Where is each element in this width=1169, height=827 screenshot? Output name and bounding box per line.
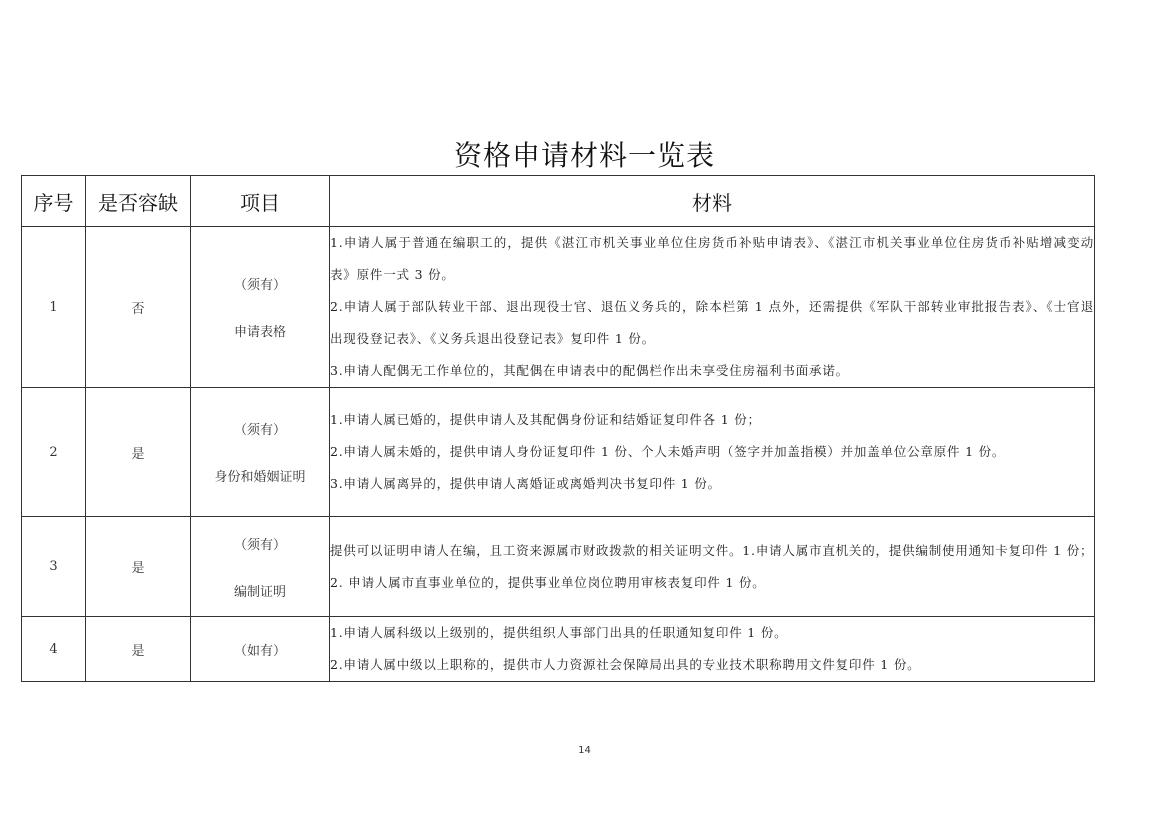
requirement-tag: （须有）: [233, 537, 286, 553]
table-row: [22, 617, 1095, 682]
item-name: 编制证明: [233, 584, 286, 600]
material-line: 3.申请人配偶无工作单位的，其配偶在申请表中的配偶栏作出未享受住房福利书面承诺。: [330, 363, 849, 378]
material-line: 1.申请人属已婚的，提供申请人及其配偶身份证和结婚证复印件各 1 份；: [330, 412, 761, 427]
row-no: 2: [22, 388, 86, 517]
row-no: 1: [22, 227, 86, 388]
row-item-cell: [191, 617, 330, 682]
material-line: 2.申请人属未婚的，提供申请人身份证复印件 1 份、个人未婚声明（签字并加盖指模）并加盖单位公章原件 1 份。: [330, 444, 1006, 459]
material-line: 1.申请人属于普通在编职工的，提供《湛江市机关事业单位住房货币补贴申请表》、《湛江市机关事业单位住房货币补贴增减变动表》原件一式 3 份。: [330, 235, 1094, 282]
row-item-cell: [191, 517, 330, 617]
row-no: 3: [22, 517, 86, 617]
requirement-tag: （如有）: [233, 643, 286, 659]
table-row: [22, 227, 1095, 388]
table-row: [22, 388, 1095, 517]
row-no: 4: [22, 617, 86, 682]
row-item-cell: [191, 388, 330, 517]
row-optional: 否: [86, 227, 191, 388]
row-optional: 是: [86, 517, 191, 617]
item-name: 申请表格: [233, 325, 286, 340]
material-line: 2.申请人属中级以上职称的，提供市人力资源社会保障局出具的专业技术职称聘用文件复印件 1 份。: [330, 657, 921, 672]
material-line: 3.申请人属离异的，提供申请人离婚证或离婚判决书复印件 1 份。: [330, 476, 721, 491]
header-no: 序号: [22, 176, 86, 227]
requirement-tag: （须有）: [233, 423, 286, 438]
row-materials: [330, 617, 1095, 682]
row-optional: 是: [86, 388, 191, 517]
header-materials: 材料: [330, 176, 1095, 227]
header-item: 项目: [191, 176, 330, 227]
row-materials: [330, 517, 1095, 617]
material-line: 2. 申请人属市直事业单位的，提供事业单位岗位聘用审核表复印件 1 份。: [330, 574, 766, 590]
row-materials: [330, 388, 1095, 517]
row-optional: 是: [86, 617, 191, 682]
page-title: 资格申请材料一览表: [453, 139, 715, 172]
materials-table: [21, 175, 1095, 682]
material-line: 1.申请人属科级以上级别的，提供组织人事部门出具的任职通知复印件 1 份。: [330, 625, 788, 640]
page-number: 14: [578, 745, 591, 756]
header-optional: 是否容缺: [86, 176, 191, 227]
item-name: 身份和婚姻证明: [214, 470, 306, 485]
row-item-cell: [191, 227, 330, 388]
table-row: [22, 517, 1095, 617]
material-line: 2.申请人属于部队转业干部、退出现役士官、退伍义务兵的，除本栏第 1 点外，还需提供《军队干部转业审批报告表》、《士官退出现役登记表》、《义务兵退出役登记表》复印件 1 份。: [330, 299, 1094, 346]
requirement-tag: （须有）: [233, 278, 286, 293]
row-materials: [330, 227, 1095, 388]
table-header-row: [22, 176, 1095, 227]
material-line: 提供可以证明申请人在编，且工资来源属市财政拨款的相关证明文件。1.申请人属市直机关的，提供编制使用通知卡复印件 1 份；: [330, 542, 1094, 558]
